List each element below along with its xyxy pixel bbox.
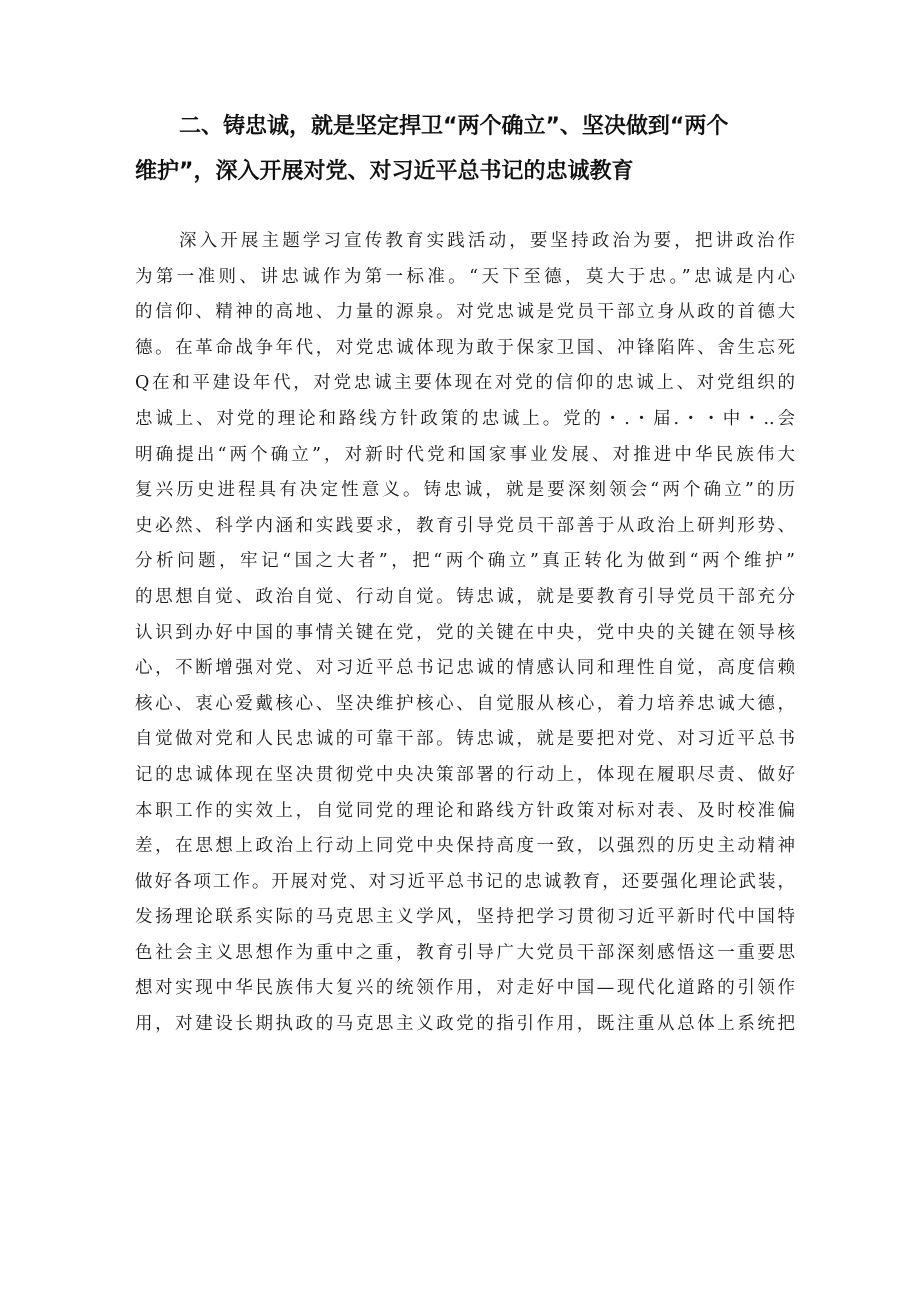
- paragraph-line: 差，在思想上政治上行动上同党中央保持高度一致，以强烈的历史主动精神: [135, 836, 795, 857]
- paragraph-line: 本职工作的实效上，自觉同党的理论和路线方针政策对标对表、及时校准偏: [135, 800, 795, 821]
- paragraph-line: 记的忠诚体现在坚决贯彻党中央决策部署的行动上，体现在履职尽责、做好: [135, 764, 795, 785]
- paragraph-line: 德。在革命战争年代，对党忠诚体现为敢于保家卫国、冲锋陷阵、舍生忘死: [135, 337, 795, 358]
- paragraph-line: 发扬理论联系实际的马克思主义学风，坚持把学习贯彻习近平新时代中国特: [135, 907, 795, 928]
- paragraph-line: 深入开展主题学习宣传教育实践活动，要坚持政治为要，把讲政治作: [179, 231, 795, 251]
- paragraph-line: 自觉做对党和人民忠诚的可靠干部。铸忠诚，就是要把对党、对习近平总书: [135, 729, 795, 750]
- body-paragraph: [135, 224, 795, 1043]
- paragraph-line: 做好各项工作。开展对党、对习近平总书记的忠诚教育，还要强化理论武装，: [135, 871, 795, 892]
- paragraph-line: 想对实现中华民族伟大复兴的统领作用，对走好中国—现代化道路的引领作: [135, 978, 795, 999]
- paragraph-line: 核心、衷心爱戴核心、坚决维护核心、自觉服从核心，着力培养忠诚大德，: [135, 693, 795, 714]
- section-heading-line: 二、铸忠诚，就是坚定捍卫“两个确立”、坚决做到“两个: [179, 114, 729, 139]
- paragraph-line: 色社会主义思想作为重中之重，教育引导广大党员干部深刻感悟这一重要思: [135, 942, 795, 963]
- paragraph-line: 心，不断增强对党、对习近平总书记忠诚的情感认同和理性自觉，高度信赖: [135, 658, 795, 679]
- paragraph-line: 的信仰、精神的高地、力量的源泉。对党忠诚是党员干部立身从政的首德大: [135, 302, 795, 323]
- paragraph-line: 的思想自觉、政治自觉、行动自觉。铸忠诚，就是要教育引导党员干部充分: [135, 586, 795, 607]
- paragraph-line: 忠诚上、对党的理论和路线方针政策的忠诚上。党的・.・届.・・中・..会: [135, 408, 795, 429]
- paragraph-line: 为第一准则、讲忠诚作为第一标准。“天下至德，莫大于忠。”忠诚是内心: [135, 266, 795, 287]
- paragraph-line: Q在和平建设年代，对党忠诚主要体现在对党的信仰的忠诚上、对党组织的: [135, 373, 795, 394]
- paragraph-line: 用，对建设长期执政的马克思主义政党的指引作用，既注重从总体上系统把: [135, 1014, 795, 1035]
- section-heading: [135, 104, 795, 194]
- paragraph-line: 认识到办好中国的事情关键在党，党的关键在中央，党中央的关键在领导核: [135, 622, 795, 643]
- paragraph-line: 复兴历史进程具有决定性意义。铸忠诚，就是要深刻领会“两个确立”的历: [135, 480, 795, 501]
- paragraph-line: 明确提出“两个确立”，对新时代党和国家事业发展、对推进中华民族伟大: [135, 444, 795, 465]
- section-heading-line: 维护”，深入开展对党、对习近平总书记的忠诚教育: [135, 159, 634, 184]
- paragraph-line: 史必然、科学内涵和实践要求，教育引导党员干部善于从政治上研判形势、: [135, 515, 795, 536]
- paragraph-line: 分析问题，牢记“国之大者”，把“两个确立”真正转化为做到“两个维护”: [135, 551, 795, 572]
